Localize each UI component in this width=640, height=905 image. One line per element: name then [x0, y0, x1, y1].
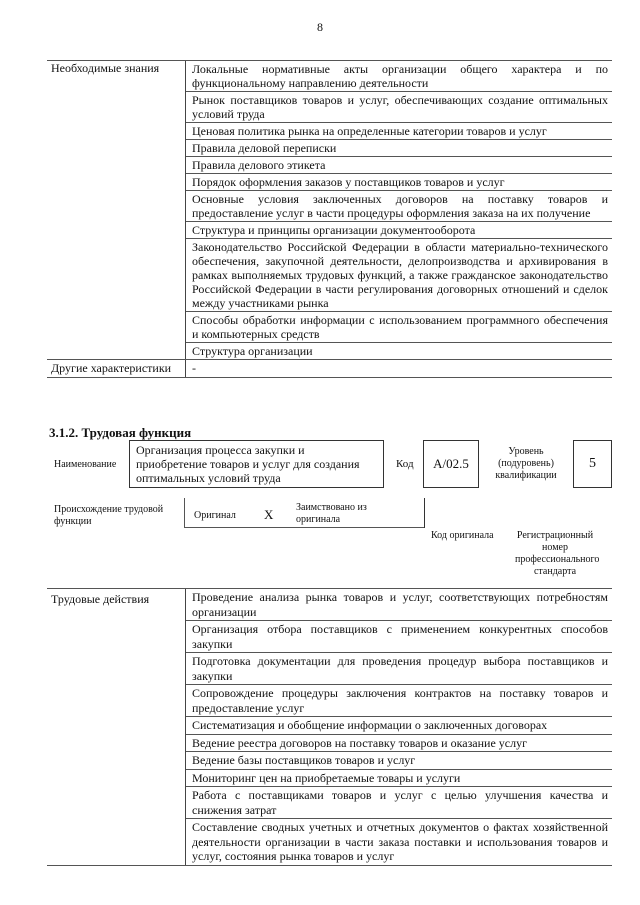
other-cells	[185, 360, 612, 377]
knowledge-label: Необходимые знания	[51, 61, 160, 75]
knowledge-item: Способы обработки информации с использованием программного обеспечения и компьютерных средств	[186, 312, 612, 343]
action-item: Систематизация и обобщение информации о заключенных договорах	[186, 717, 612, 735]
knowledge-item: Структура и принципы организации документооборота	[186, 222, 612, 239]
action-item: Подготовка документации для проведения процедур выбора поставщиков и закупки	[186, 653, 612, 685]
borrowed-label: Заимствовано из оригинала	[296, 502, 367, 525]
actions-row	[47, 589, 612, 866]
code-orig-label: Код оригинала	[431, 530, 494, 541]
level-box: 5	[573, 440, 612, 488]
other-row	[47, 360, 612, 378]
page-number: 8	[317, 20, 323, 34]
knowledge-item: Основные условия заключенных договоров на поставку товаров и предоставление услуг в части процедуры оформления заказа на их получение	[186, 191, 612, 222]
other-value: -	[192, 361, 196, 375]
action-item: Ведение базы поставщиков товаров и услуг	[186, 752, 612, 770]
original-label: Оригинал	[194, 510, 236, 521]
actions-label: Трудовые действия	[51, 592, 150, 606]
knowledge-table	[47, 60, 612, 378]
action-item: Проведение анализа рынка товаров и услуг, соответствующих потребностям организации	[186, 589, 612, 621]
action-item: Работа с поставщиками товаров и услуг с целью улучшения качества и снижения затрат	[186, 787, 612, 819]
level-label: Уровень (подуровень) квалификации	[495, 446, 557, 481]
knowledge-item: Структура организации	[192, 344, 313, 358]
knowledge-item: Ценовая политика рынка на определенные категории товаров и услуг	[186, 123, 612, 140]
action-item: Ведение реестра договоров на поставку товаров и оказание услуг	[186, 735, 612, 753]
divider	[184, 498, 185, 528]
action-item: Составление сводных учетных и отчетных документов о фактах хозяйственной деятельности организации в части заказа поставки и использования товаров и услуг, состояния рынка товаров и услуг	[192, 820, 608, 863]
original-mark: X	[264, 507, 274, 522]
knowledge-cells	[185, 61, 612, 359]
origin-label: Происхождение трудовой функции	[54, 504, 164, 527]
code-label: Код	[396, 458, 414, 470]
knowledge-item: Законодательство Российской Федерации в области материально-технического обеспечения, закупочной деятельности, делопроизводства и архивирования в рамках выполняемых трудовых функций, а также гражданское законодательство Российской Федерации в части регулирования договорных отношений и сделок между участниками рынка	[186, 239, 612, 312]
knowledge-row	[47, 61, 612, 360]
action-item: Сопровождение процедуры заключения контрактов на поставку товаров и предоставление услуг	[186, 685, 612, 717]
knowledge-item: Порядок оформления заказов у поставщиков товаров и услуг	[186, 174, 612, 191]
function-name-box: Организация процесса закупки и приобретение товаров и услуг для создания оптимальных условий труда	[129, 440, 384, 488]
action-item: Организация отбора поставщиков с применением конкурентных способов закупки	[186, 621, 612, 653]
knowledge-item: Локальные нормативные акты организации общего характера и по функциональному направлению деятельности	[186, 61, 612, 92]
origin-box	[184, 498, 424, 528]
reg-number-label: Регистрационный номер профессионального стандарта	[515, 530, 600, 577]
actions-table	[47, 588, 612, 866]
action-item: Мониторинг цен на приобретаемые товары и услуги	[186, 770, 612, 788]
knowledge-item: Правила делового этикета	[186, 157, 612, 174]
knowledge-item: Рынок поставщиков товаров и услуг, обеспечивающих создание оптимальных условий труда	[186, 92, 612, 123]
actions-cells	[185, 589, 612, 865]
divider	[184, 527, 424, 528]
section-heading: 3.1.2. Трудовая функция	[49, 425, 192, 440]
name-label: Наименование	[54, 459, 117, 470]
divider	[424, 498, 425, 528]
knowledge-item: Правила деловой переписки	[186, 140, 612, 157]
code-box: А/02.5	[423, 440, 479, 488]
other-label: Другие характеристики	[51, 361, 172, 375]
